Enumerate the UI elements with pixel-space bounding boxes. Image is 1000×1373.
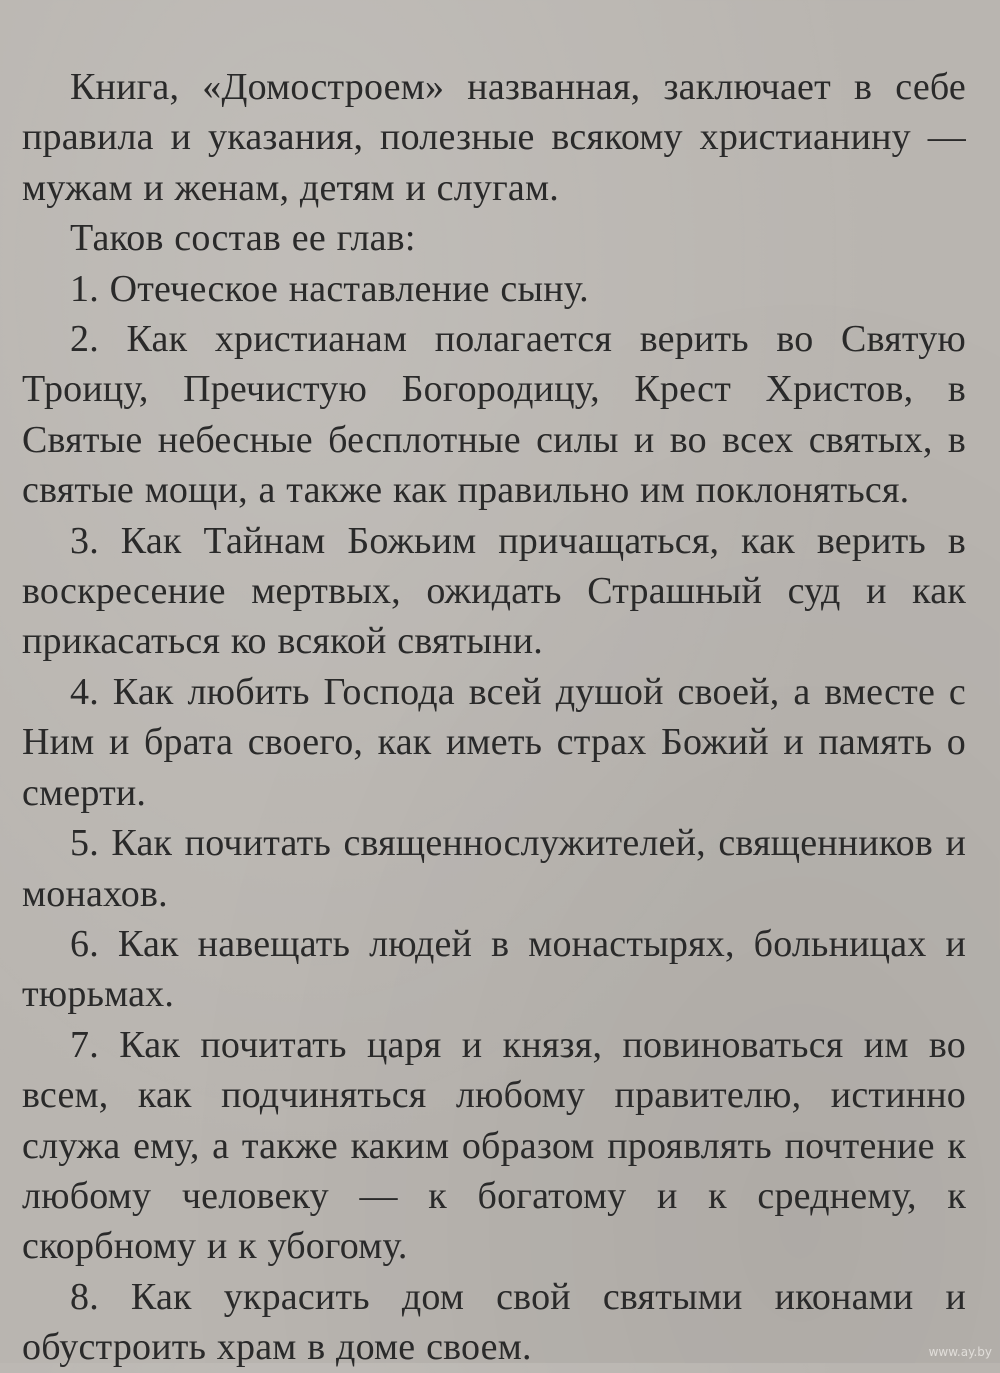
- chapter-item-8: 8. Как украсить дом свой святыми иконами и обустроить храм в доме своем.: [22, 1275, 966, 1369]
- chapter-item-2: 2. Как христианам полагается верить во Святую Троицу, Пречистую Богородицу, Крест Христов, в Святые небесные бесплотные силы и во всех святых, в святые мощи, а также как правильно им поклоняться.: [22, 318, 966, 512]
- chapter-item-7: 7. Как почитать царя и князя, повиноваться им во всем, как подчиняться любому правителю, истинно служа ему, а также каким образом проявлять почтение к любому человеку — к богатому и к среднему, к скорбному и к убогому.: [22, 1023, 966, 1268]
- chapter-item-5: 5. Как почитать священнослужителей, священников и монахов.: [22, 822, 966, 915]
- chapter-item-3: 3. Как Тайнам Божьим причащаться, как верить в воскресение мертвых, ожидать Страшный суд и как прикасаться ко всякой святыни.: [22, 519, 966, 663]
- chapter-item-1: 1. Отеческое наставление сыну.: [70, 267, 589, 310]
- chapter-list-lead: Таков состав ее глав:: [70, 217, 416, 260]
- chapter-item-6: 6. Как навещать людей в монастырях, больницах и тюрьмах.: [22, 922, 966, 1016]
- intro-paragraph: Книга, «Домостроем» названная, заключает в себе правила и указания, полезные всякому христианину — мужам и женам, детям и слугам.: [22, 66, 966, 209]
- chapter-item-4: 4. Как любить Господа всей душой своей, а вместе с Ним и брата своего, как иметь страх Божий и память о смерти.: [22, 670, 966, 814]
- site-watermark: www.ay.by: [928, 1345, 992, 1359]
